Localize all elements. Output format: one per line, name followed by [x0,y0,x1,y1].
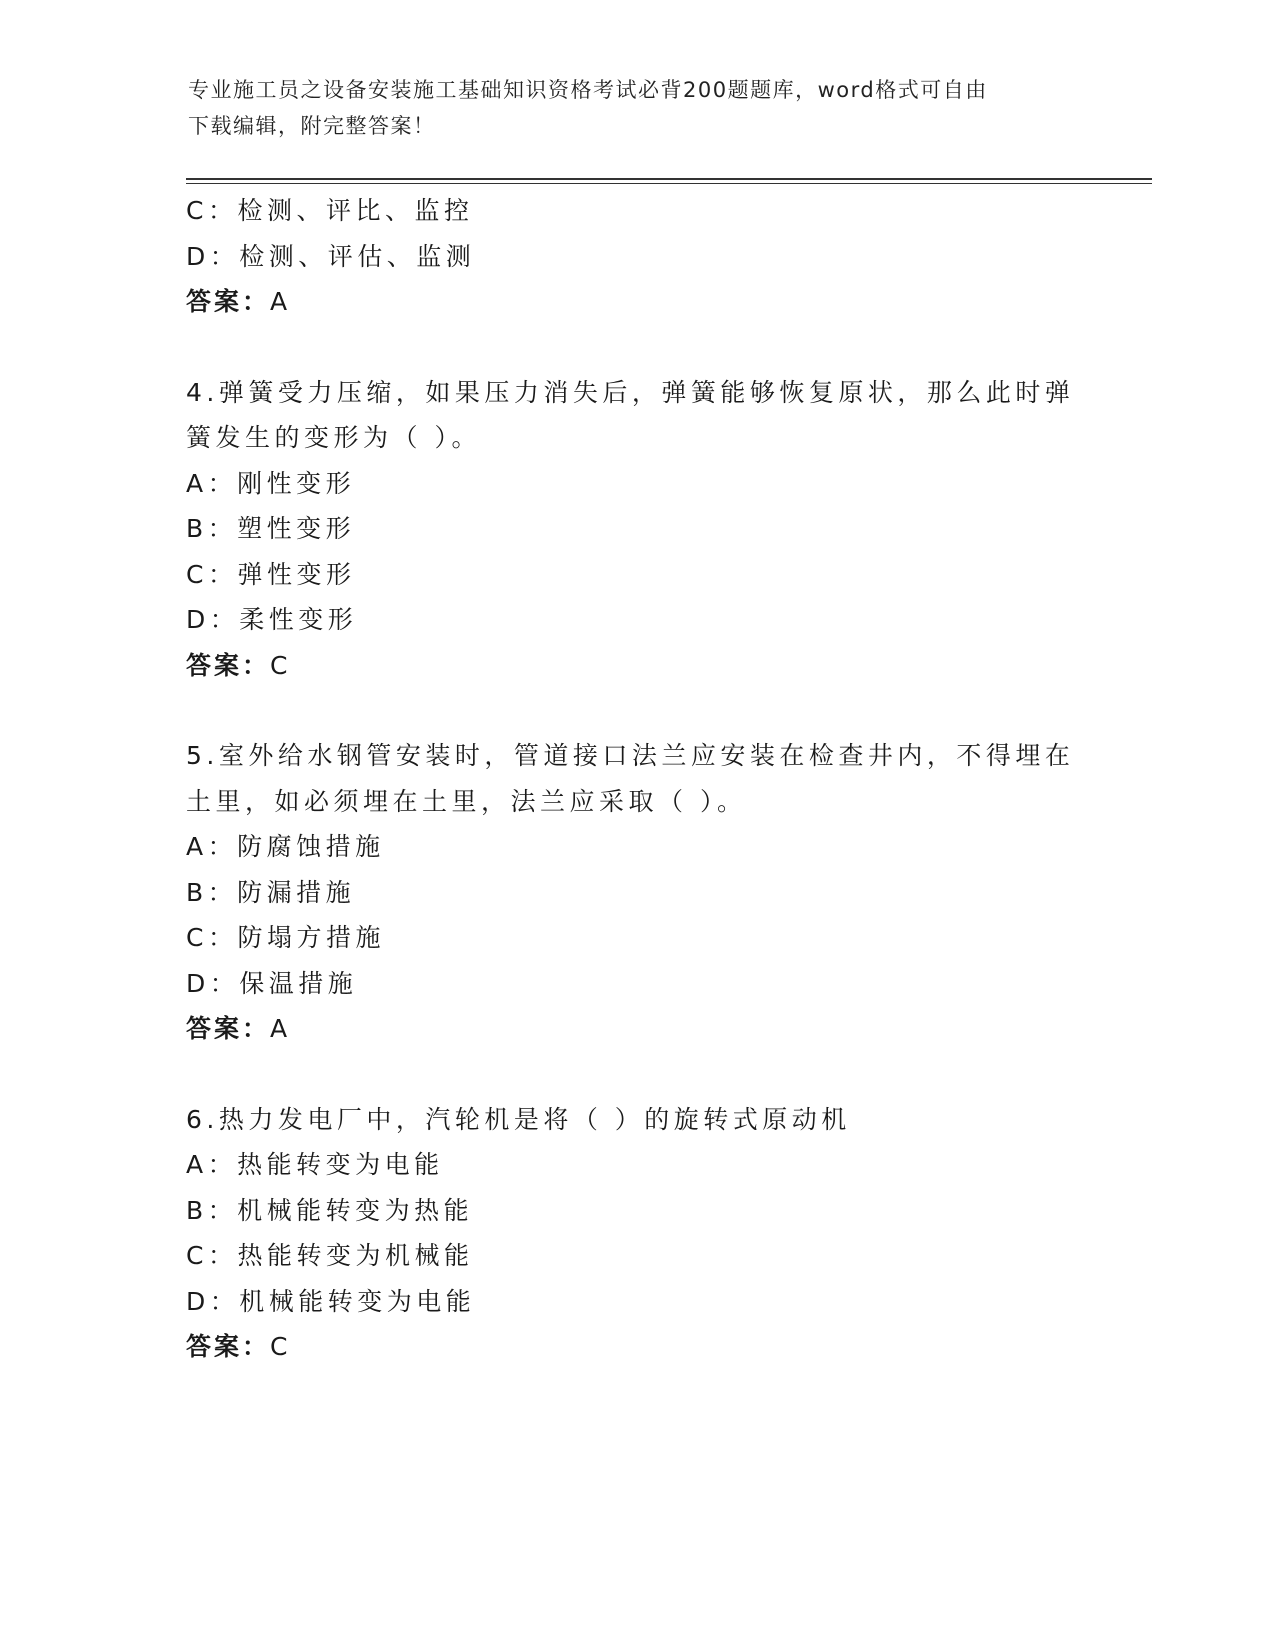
answer-value: A [270,1014,291,1043]
q3-option-d: D：检测、评估、监测 [186,241,476,271]
q4-option-a: A：刚性变形 [186,468,356,498]
answer-value: C [270,1332,291,1361]
q5-option-a: A：防腐蚀措施 [186,832,385,861]
q4-stem-line-2: 簧发生的变形为（ ）。 [186,423,481,452]
question-3 [186,188,1086,325]
q5-option-b: B：防漏措施 [186,877,356,907]
question-5 [186,733,1086,1052]
spacer [186,325,1086,370]
question-list [186,188,1086,1370]
q6-option-b: B：机械能转变为热能 [186,1195,474,1225]
q3-option-c: C：检测、评比、监控 [186,196,474,225]
q4-option-c: C：弹性变形 [186,559,356,589]
header-divider-thick [186,178,1152,180]
q4-option-d: D：柔性变形 [186,605,358,634]
q4-answer [186,643,1086,689]
question-6 [186,1097,1086,1370]
q5-answer [186,1006,1086,1052]
answer-label: 答案： [186,287,271,316]
q5-option-d: D：保温措施 [186,968,358,998]
q6-option-a: A：热能转变为电能 [186,1150,444,1179]
answer-value: A [270,287,291,316]
answer-label: 答案： [186,1332,271,1361]
q6-answer [186,1324,1086,1370]
q4-option-b: B：塑性变形 [186,514,356,543]
q3-answer [186,279,1086,325]
header-divider-thin [186,183,1152,184]
question-4 [186,370,1086,689]
q6-stem-line-1: 6.热力发电厂中，汽轮机是将（ ）的旋转式原动机 [186,1104,851,1134]
document-header [188,72,1068,144]
spacer [186,688,1086,733]
q5-stem-line-1: 5.室外给水钢管安装时，管道接口法兰应安装在检查井内，不得埋在 [186,741,1075,770]
q4-stem-line-1: 4.弹簧受力压缩，如果压力消失后，弹簧能够恢复原状，那么此时弹 [186,377,1075,407]
q6-option-d: D：机械能转变为电能 [186,1286,476,1316]
answer-label: 答案： [186,650,271,680]
answer-label: 答案： [186,1014,271,1043]
q5-stem-line-2: 土里，如必须埋在土里，法兰应采取（ ）。 [186,786,747,816]
q6-option-c: C：热能转变为机械能 [186,1241,474,1270]
header-title-line-2: 下载编辑，附完整答案！ [188,114,436,138]
q5-option-c: C：防塌方措施 [186,923,385,952]
answer-value: C [270,650,291,680]
spacer [186,1052,1086,1097]
header-title-line-1: 专业施工员之设备安装施工基础知识资格考试必背200题题库，word格式可自由 [188,78,988,102]
